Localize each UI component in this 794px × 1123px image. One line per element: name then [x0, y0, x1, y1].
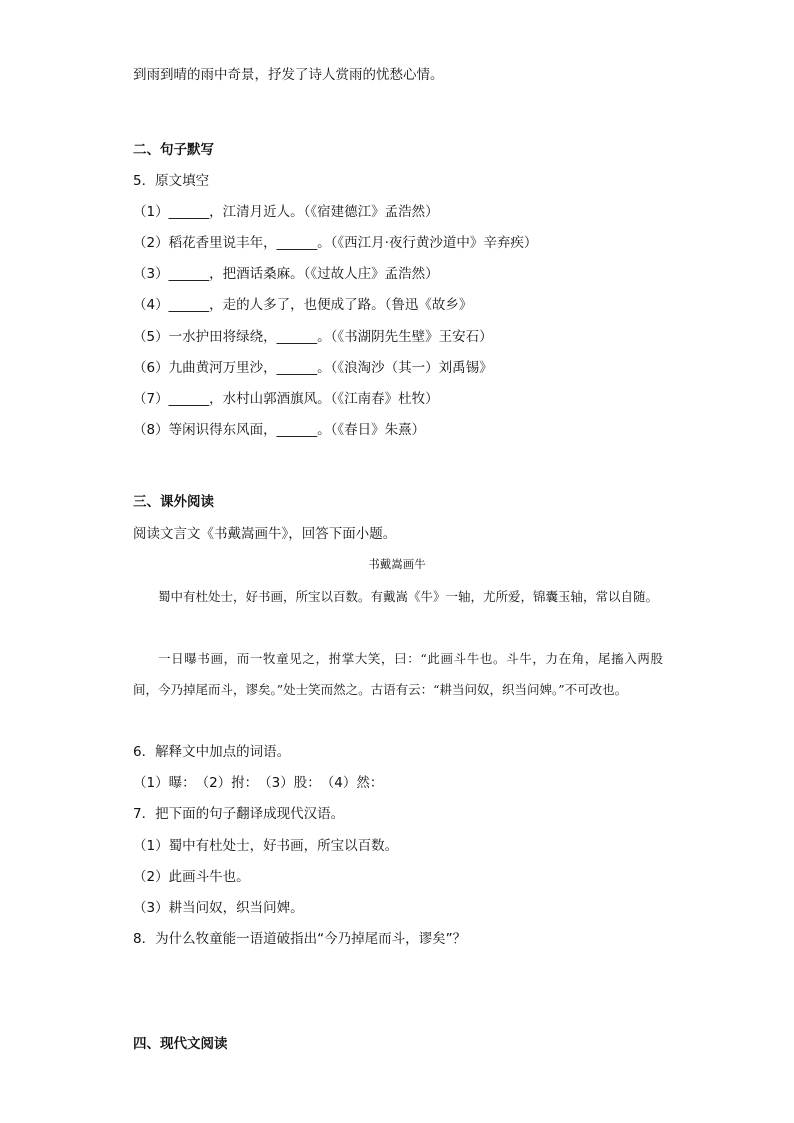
fill-item-5: （5）一水护田将绿绕，______。（《书湖阴先生壁》王安石）	[133, 329, 493, 345]
fill-item-3: （3）______，把酒话桑麻。（《过故人庄》孟浩然）	[133, 266, 439, 282]
reading-instruction: 阅读文言文《书戴嵩画牛》，回答下面小题。	[133, 526, 397, 542]
fill-item-6: （6）九曲黄河万里沙，______。（《浪淘沙（其一）刘禹锡》	[133, 360, 493, 376]
fill-item-1: （1）______，江清月近人。（《宿建德江》孟浩然）	[133, 204, 439, 220]
fill-item-8: （8）等闲识得东风面，______。（《春日》朱熹）	[133, 422, 426, 438]
fill-item-2: （2）稻花香里说丰年，______。（《西江月·夜行黄沙道中》辛弃疾）	[133, 235, 538, 251]
question8-text: 8．为什么牧童能一语道破指出“今乃掉尾而斗，谬矣”？	[133, 931, 467, 947]
fill-item-4: （4）______，走的人多了，也便成了路。（鲁迅《故乡》	[133, 297, 473, 313]
question7-text: 7．把下面的句子翻译成现代汉语。	[133, 806, 345, 822]
passage-paragraph-2	[133, 643, 663, 705]
fill-item-7: （7）______，水村山郭酒旗风。（《江南春》杜牧）	[133, 391, 439, 407]
question6-items: （1）曝： （2）拊： （3）股： （4）然：	[133, 775, 384, 791]
passage-paragraph-1	[133, 581, 663, 612]
question7-item-3: （3）耕当问奴，织当问婢。	[133, 900, 304, 916]
section3-heading: 三、课外阅读	[133, 494, 214, 510]
passage-title: 书戴嵩画牛	[368, 557, 426, 571]
passage-p2-text: 一日曝书画，而一牧童见之，拊掌大笑，曰：“此画斗牛也。斗牛，力在角，尾搐入两股间，今乃掉尾而斗，谬矣。”处士笑而然之。古语有云：“耕当问奴，织当问婢。”不可改也。	[133, 651, 663, 697]
question7-item-2: （2）此画斗牛也。	[133, 869, 250, 885]
intro-tail-text: 到雨到晴的雨中奇景，抒发了诗人赏雨的忧愁心情。	[133, 67, 444, 83]
question6-text: 6．解释文中加点的词语。	[133, 744, 291, 760]
question5-text: 5．原文填空	[133, 173, 210, 189]
question7-item-1: （1）蜀中有杜处士，好书画，所宝以百数。	[133, 838, 399, 854]
section4-heading: 四、现代文阅读	[133, 1036, 228, 1052]
passage-p1-text: 蜀中有杜处士，好书画，所宝以百数。有戴嵩《牛》一轴，尤所爱，锦囊玉轴，常以自随。	[158, 589, 659, 604]
section2-heading: 二、句子默写	[133, 142, 214, 158]
